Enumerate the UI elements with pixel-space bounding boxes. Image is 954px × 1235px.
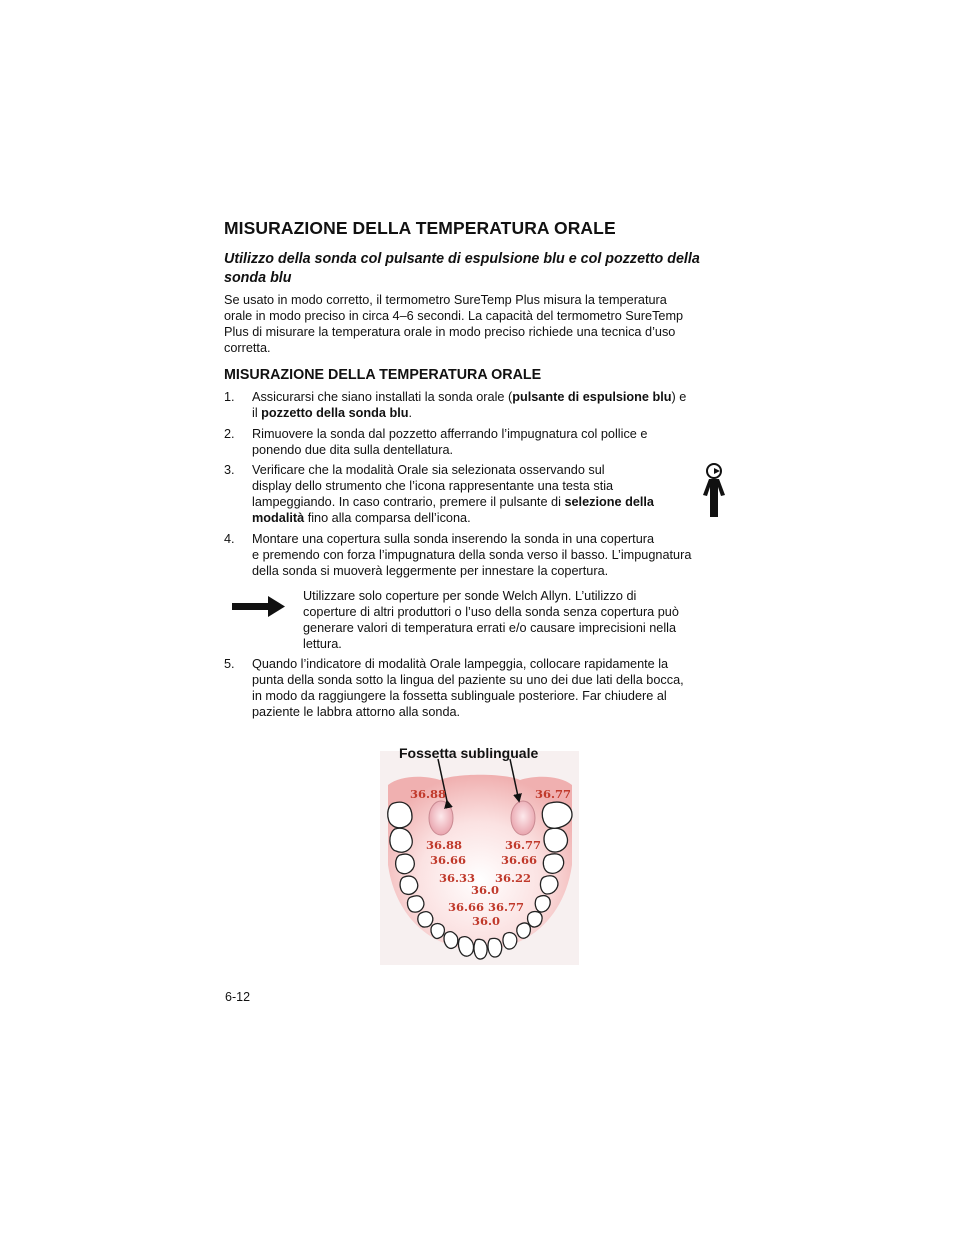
temperature-label: 36.88: [410, 787, 447, 801]
temperature-label: 36.77: [488, 900, 525, 914]
step-number: 3.: [224, 463, 235, 477]
temperature-label: 36.0: [472, 914, 501, 928]
temperature-label: 36.66: [430, 853, 467, 867]
note-arrow-icon: [231, 594, 287, 620]
temperature-label: 36.77: [535, 787, 572, 801]
sublingual-pocket-figure: [380, 745, 580, 966]
temperature-label: 36.77: [505, 838, 542, 852]
step-number: 4.: [224, 532, 235, 546]
temperature-label: 36.22: [495, 871, 532, 885]
step-number: 5.: [224, 657, 235, 671]
page-number: 6-12: [225, 990, 251, 1004]
intro-line: Se usato in modo corretto, il termometro SureTemp Plus misura la temperatura: [224, 293, 667, 307]
intro-paragraph: [224, 292, 734, 356]
temperature-label: 36.0: [471, 883, 500, 897]
subtitle: Utilizzo della sonda col pulsante di espulsione blu e col pozzetto della sonda blu: [224, 251, 700, 286]
sublingual-pocket-left: [429, 801, 453, 835]
temperature-label: 36.66: [448, 900, 485, 914]
intro-line: corretta.: [224, 341, 271, 355]
procedure-title: MISURAZIONE DELLA TEMPERATURA ORALE: [224, 367, 542, 383]
temperature-label: 36.66: [501, 853, 538, 867]
section-title: MISURAZIONE DELLA TEMPERATURA ORALE: [224, 218, 616, 238]
intro-line: orale in modo preciso in circa 4–6 secondi. La capacità del termometro SureTemp: [224, 309, 684, 323]
oral-mode-icon: [700, 462, 730, 520]
figure-label: Fossetta sublinguale: [399, 745, 539, 761]
intro-line: Plus di misurare la temperatura orale in modo preciso richiede una tecnica d’uso: [224, 325, 676, 339]
sublingual-pocket-right: [511, 801, 535, 835]
step-number: 2.: [224, 427, 235, 441]
temperature-label: 36.88: [426, 838, 463, 852]
step-number: 1.: [224, 390, 235, 404]
note-text: Utilizzare solo coperture per sonde Welch Allyn. L’utilizzo di coperture di altri produttori o l’uso della sonda senza copertura può generare valori di temperatura errati e/o causare imprecisioni nella lettura.: [303, 589, 679, 651]
temperature-label: 36.33: [439, 871, 476, 885]
